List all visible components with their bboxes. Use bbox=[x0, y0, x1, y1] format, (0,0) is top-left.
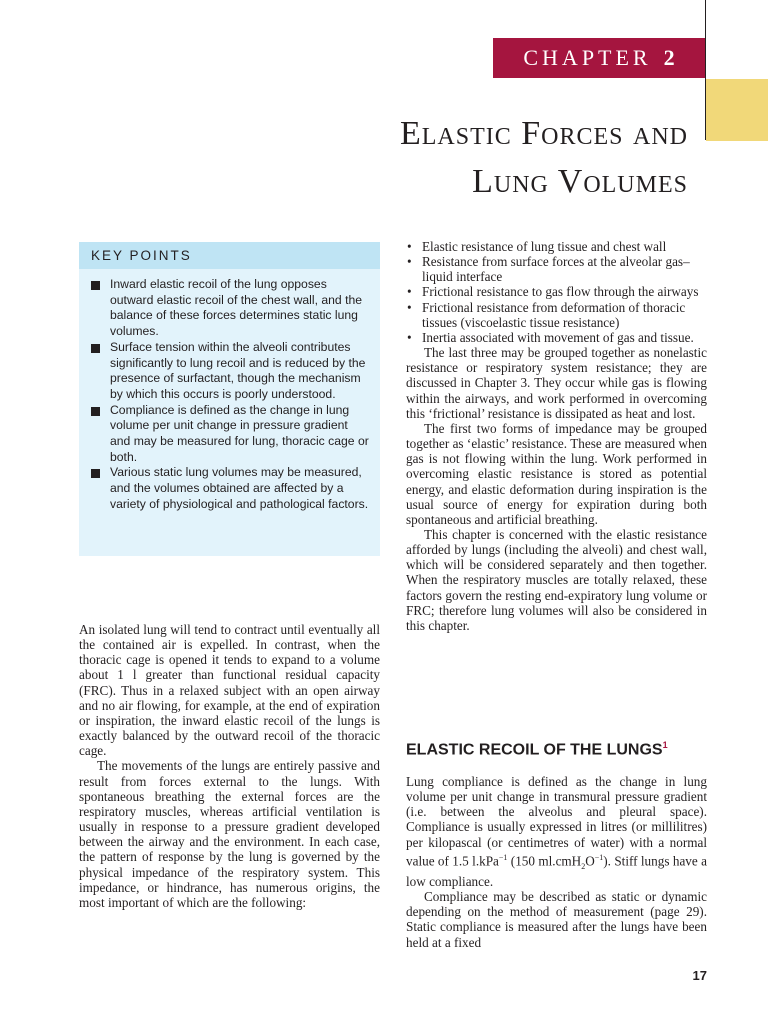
list-item bbox=[406, 300, 707, 330]
section-reference: 1 bbox=[662, 740, 668, 750]
chapter-number: 2 bbox=[663, 45, 675, 70]
section-heading bbox=[406, 740, 668, 759]
key-point-text: Various static lung volumes may be measured, and the volumes obtained are affected by a variety of physiological and pathological factors. bbox=[110, 465, 369, 511]
key-point-text: Inward elastic recoil of the lung opposes outward elastic recoil of the chest wall, and the balance of these forces determines static lung volumes. bbox=[110, 277, 363, 339]
bullet-dot-icon: • bbox=[407, 329, 412, 345]
key-point-item bbox=[91, 403, 370, 466]
section-heading-text: ELASTIC RECOIL OF THE LUNGS bbox=[406, 741, 663, 759]
chapter-label: CHAPTER bbox=[523, 45, 652, 70]
square-bullet-icon bbox=[91, 344, 100, 353]
body-paragraph: Compliance may be described as static or dynamic depending on the method of measurement (page 29). Static compliance is measured after the lungs have been held at a fixed bbox=[406, 889, 707, 950]
body-paragraph: This chapter is concerned with the elastic resistance afforded by lungs (including the alveoli) and chest wall, which will be considered separately and then together. When the respiratory muscles are totally relaxed, these factors govern the resting end-expiratory lung volume or FRC; therefore lung volumes will also be considered in this chapter. bbox=[406, 526, 707, 633]
list-item bbox=[406, 239, 707, 254]
right-column bbox=[406, 239, 707, 633]
list-item bbox=[406, 284, 707, 299]
bullet-dot-icon: • bbox=[407, 284, 412, 300]
superscript: −1 bbox=[498, 852, 508, 862]
chapter-label-box bbox=[493, 38, 705, 78]
key-point-text: Surface tension within the alveoli contributes significantly to lung recoil and is reduced by the presence of surfactant, though the mechanism by which this occurs is poorly understood. bbox=[110, 339, 366, 401]
impedance-list bbox=[406, 239, 707, 345]
square-bullet-icon bbox=[91, 281, 100, 290]
text-run: ). Stiff lungs have a low compliance. bbox=[406, 853, 707, 889]
list-item-text: Frictional resistance to gas flow through the airways bbox=[422, 284, 699, 300]
list-item-text: Elastic resistance of lung tissue and chest wall bbox=[422, 239, 667, 254]
corner-accent bbox=[706, 79, 768, 141]
square-bullet-icon bbox=[91, 407, 100, 416]
text-run: Lung compliance is defined as the change in lung volume per unit change in transmural pressure gradient (i.e. between the alveolus and pleural space). Compliance is usually expressed in litres (or millilitres) per kilopascal (or centimetres of water) with a normal value of 1.5 l.kPa bbox=[406, 774, 707, 869]
body-paragraph: The first two forms of impedance may be grouped together as ‘elastic’ resistance. These are measured when gas is not flowing within the lung. Work performed in overcoming elastic resistance is stored as potential energy, and elastic deformation during inspiration is the usual source of energy for expiration during both spontaneous and artificial breathing. bbox=[406, 420, 707, 527]
key-point-text: Compliance is defined as the change in lung volume per unit change in pressure gradient and may be measured for lung, thoracic cage or both. bbox=[110, 402, 369, 464]
list-item-text: Inertia associated with movement of gas and tissue. bbox=[422, 329, 694, 345]
key-point-item bbox=[91, 277, 370, 340]
body-paragraph bbox=[406, 774, 707, 889]
key-points-heading: KEY POINTS bbox=[79, 242, 380, 269]
body-paragraph: An isolated lung will tend to contract until eventually all the contained air is expelled. In contrast, when the thoracic cage is opened it tends to expand to a volume about 1 l greater than functional residual capacity (FRC). Thus in a relaxed subject with an open airway and no air flowing, for example, at the end of expiration or inspiration, the inward elastic recoil of the lungs is exactly balanced by the outward recoil of the thoracic cage. bbox=[79, 622, 380, 759]
key-points-box bbox=[79, 242, 380, 556]
square-bullet-icon bbox=[91, 469, 100, 478]
list-item bbox=[406, 254, 707, 284]
body-paragraph: The movements of the lungs are entirely passive and result from forces external to the lungs. With spontaneous breathing the external forces are the respiratory muscles, whereas artificial ventilation is usually in response to a pressure gradient developed between the airway and the environment. In each case, the pattern of response by the lung is governed by the physical impedance of the respiratory system. This impedance, or hindrance, has numerous origins, the most important of which are the following: bbox=[79, 758, 380, 910]
key-points-list bbox=[79, 269, 380, 513]
list-item-text: Frictional resistance from deformation of thoracic tissues (viscoelastic tissue resistance) bbox=[422, 299, 686, 330]
key-point-item bbox=[91, 465, 370, 512]
bullet-dot-icon: • bbox=[407, 254, 412, 270]
chapter-title bbox=[400, 110, 688, 206]
superscript: −1 bbox=[594, 852, 604, 862]
bullet-dot-icon: • bbox=[407, 299, 412, 315]
subscript: 2 bbox=[581, 861, 586, 871]
body-paragraph: The last three may be grouped together as nonelastic resistance or respiratory system resistance; they are discussed in Chapter 3. They occur while gas is flowing within the airways, and work performed in overcoming this ‘frictional’ resistance is dissipated as heat and lost. bbox=[406, 345, 707, 421]
chapter-title-line2: Lung Volumes bbox=[472, 163, 688, 200]
text-run: O bbox=[585, 853, 595, 869]
key-point-item bbox=[91, 340, 370, 403]
bullet-dot-icon: • bbox=[407, 239, 412, 254]
list-item-text: Resistance from surface forces at the alveolar gas–liquid interface bbox=[422, 254, 690, 285]
list-item bbox=[406, 330, 707, 345]
left-column bbox=[79, 622, 380, 910]
page-number: 17 bbox=[692, 968, 707, 983]
chapter-title-line1: Elastic Forces and bbox=[399, 115, 688, 152]
right-column-lower bbox=[406, 774, 707, 950]
text-run: (150 ml.cmH bbox=[507, 853, 582, 869]
